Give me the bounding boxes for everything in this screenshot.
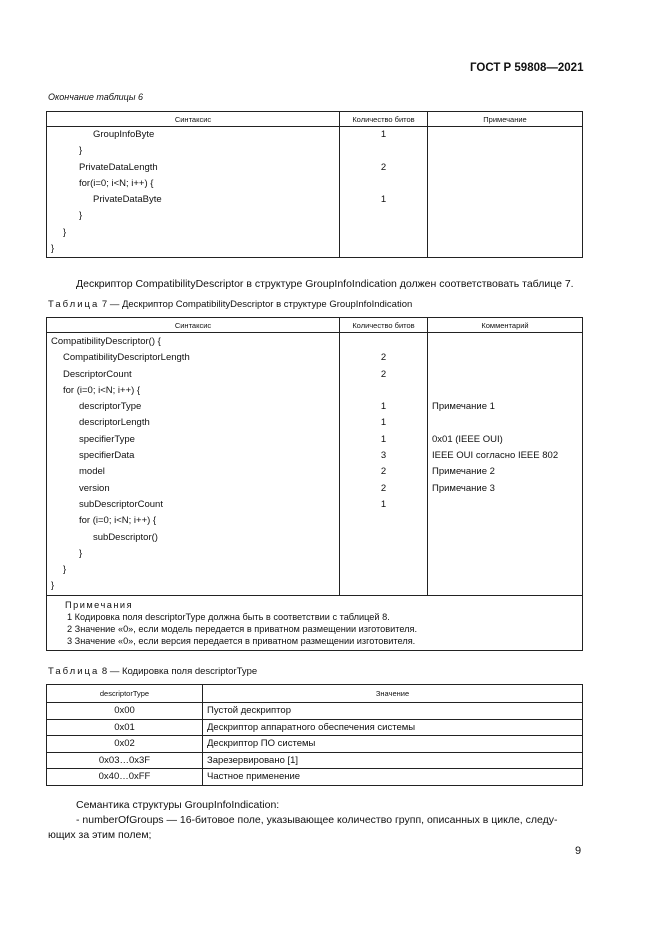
bits-value: 1 — [380, 401, 387, 413]
value-cell: Пустой дескриптор — [203, 703, 583, 720]
syntax-line: CompatibilityDescriptor() { — [51, 336, 161, 347]
bits-value: 3 — [380, 450, 387, 462]
table7-caption-label: Таблица — [48, 299, 100, 310]
bits-value: 2 — [380, 352, 387, 364]
syntax-line: } — [63, 226, 67, 238]
comment-column — [428, 333, 583, 596]
syntax-line: GroupInfoByte — [93, 129, 155, 140]
table-row — [47, 769, 583, 786]
note-line: 2 Значение «0», если модель передается в приватном размещении изготовителя. — [67, 624, 418, 635]
syntax-column — [47, 127, 340, 258]
syntax-line: PrivateDataByte — [93, 194, 162, 206]
comment-value — [428, 367, 582, 383]
bits-value: 1 — [380, 498, 387, 510]
comment-value — [428, 497, 582, 513]
value-cell: Зарезервировано [1] — [203, 752, 583, 769]
comment-value — [428, 562, 582, 578]
code-cell: 0x40…0xFF — [47, 769, 203, 786]
syntax-line: } — [51, 580, 55, 592]
bits-value: 1 — [380, 417, 387, 429]
table-row — [47, 719, 583, 736]
syntax-line: DescriptorCount — [63, 368, 132, 380]
notes-title: Примечания — [65, 599, 134, 610]
bits-value — [340, 225, 427, 241]
syntax-line: descriptorType — [79, 401, 142, 413]
bits-value — [340, 578, 427, 594]
bits-value — [340, 513, 427, 529]
comment-value — [428, 334, 582, 350]
bits-value: 1 — [380, 129, 387, 140]
value-cell: Дескриптор ПО системы — [203, 736, 583, 753]
note-line: 1 Кодировка поля descriptorType должна быть в соответствии с таблицей 8. — [67, 611, 390, 622]
comment-value — [428, 415, 582, 431]
code-cell: 0x02 — [47, 736, 203, 753]
comment-value: 0x01 (IEEE OUI) — [432, 433, 503, 445]
syntax-line: for (i=0; i<N; i++) { — [79, 515, 157, 527]
bits-value — [340, 176, 427, 192]
notes-row — [47, 595, 583, 650]
bits-column — [340, 333, 428, 596]
standard-number: ГОСТ Р 59808—2021 — [470, 62, 584, 74]
comment-value — [428, 530, 582, 546]
column-header-bits: Количество битов — [340, 112, 428, 127]
table7-notes — [47, 595, 583, 650]
table-7 — [46, 317, 583, 651]
table-body — [47, 127, 583, 258]
column-header-note: Примечание — [428, 112, 583, 127]
bits-value: 2 — [380, 482, 387, 494]
comment-value: Примечание 3 — [432, 482, 495, 494]
bits-value — [340, 383, 427, 399]
syntax-line: model — [79, 466, 105, 478]
syntax-column — [47, 333, 340, 596]
table-header-row — [47, 685, 583, 703]
syntax-line: } — [79, 145, 83, 157]
semantics-line: ющих за этим полем; — [48, 829, 152, 841]
column-header-syntax: Синтаксис — [47, 318, 340, 333]
bits-value: 2 — [380, 466, 387, 478]
note-line: 3 Значение «0», если версия передается в приватном размещении изготовителя. — [67, 636, 416, 647]
syntax-line: descriptorLength — [79, 417, 150, 429]
syntax-line: CompatibilityDescriptorLength — [63, 352, 190, 364]
table-row — [47, 752, 583, 769]
bits-value — [340, 334, 427, 350]
syntax-line: subDescriptor() — [93, 531, 158, 543]
column-header-comment: Комментарий — [428, 318, 583, 333]
syntax-line: specifierType — [79, 433, 135, 445]
comment-value: Примечание 1 — [432, 401, 495, 413]
value-cell: Частное применение — [203, 769, 583, 786]
value-cell: Дескриптор аппаратного обеспечения системы — [203, 719, 583, 736]
column-header-bits: Количество битов — [340, 318, 428, 333]
table7-caption-text: 7 — Дескриптор CompatibilityDescriptor в структуре GroupInfoIndication — [101, 299, 413, 310]
table-row — [47, 736, 583, 753]
table-8 — [46, 684, 583, 786]
syntax-line: } — [63, 564, 67, 576]
comment-value — [428, 383, 582, 399]
table-body — [47, 333, 583, 596]
code-cell: 0x01 — [47, 719, 203, 736]
table-6 — [46, 111, 583, 258]
comment-value: IEEE OUI согласно IEEE 802 — [432, 450, 559, 462]
column-header-value: Значение — [203, 685, 583, 703]
syntax-line: version — [79, 482, 110, 494]
comment-value: Примечание 2 — [432, 466, 495, 478]
semantics-line: - numberOfGroups — 16-битовое поле, указывающее количество групп, описанных в цикле, следу- — [76, 814, 558, 826]
syntax-line: for (i=0; i<N; i++) { — [63, 384, 141, 396]
comment-value — [428, 350, 582, 366]
table8-caption-text: 8 — Кодировка поля descriptorType — [101, 666, 258, 677]
bits-value: 2 — [380, 368, 387, 380]
syntax-line: specifierData — [79, 450, 135, 462]
bits-value — [340, 143, 427, 159]
semantics-title: Семантика структуры GroupInfoIndication: — [76, 799, 280, 811]
table-header-row — [47, 112, 583, 127]
code-cell: 0x03…0x3F — [47, 752, 203, 769]
syntax-line: for(i=0; i<N; i++) { — [79, 177, 154, 189]
table6-continuation-caption: Окончание таблицы 6 — [48, 92, 143, 102]
bits-value: 2 — [380, 161, 387, 173]
code-cell: 0x00 — [47, 703, 203, 720]
bits-column — [340, 127, 428, 258]
page-number: 9 — [575, 845, 582, 857]
table8-caption — [48, 666, 257, 677]
comment-value — [428, 578, 582, 594]
bits-value — [340, 530, 427, 546]
bits-value — [340, 208, 427, 224]
table8-caption-label: Таблица — [48, 666, 100, 677]
column-header-syntax: Синтаксис — [47, 112, 340, 127]
intro-paragraph: Дескриптор CompatibilityDescriptor в структуре GroupInfoIndication должен соответствовать таблице 7. — [76, 278, 574, 290]
note-column — [428, 127, 583, 258]
syntax-line: } — [51, 243, 55, 255]
table-header-row — [47, 318, 583, 333]
table-row — [47, 703, 583, 720]
comment-value — [428, 546, 582, 562]
bits-value — [340, 562, 427, 578]
bits-value: 1 — [380, 433, 387, 445]
bits-value — [340, 241, 427, 257]
syntax-line: subDescriptorCount — [79, 498, 163, 510]
comment-value — [428, 513, 582, 529]
syntax-line: } — [79, 547, 83, 559]
column-header-descriptor-type: descriptorType — [47, 685, 203, 703]
syntax-line: } — [79, 210, 83, 222]
syntax-line: PrivateDataLength — [79, 161, 158, 173]
table7-caption — [48, 299, 412, 310]
bits-value: 1 — [380, 194, 387, 206]
bits-value — [340, 546, 427, 562]
